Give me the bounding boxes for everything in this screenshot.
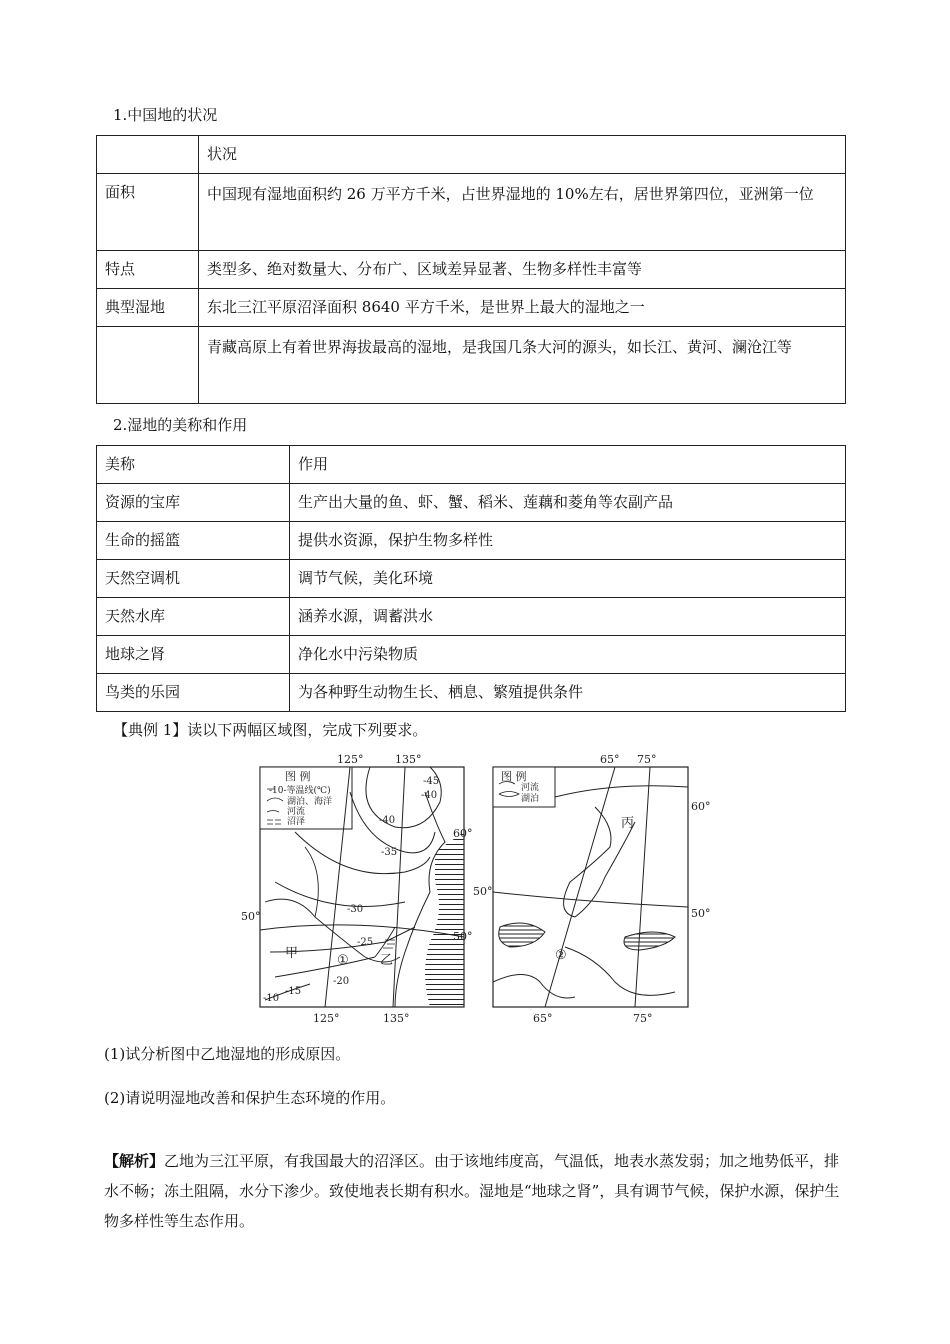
example-intro: 【典例 1】读以下两幅区域图，完成下列要求。 xyxy=(113,721,428,739)
lon-label: 135° xyxy=(395,753,422,766)
row-label: 特点 xyxy=(97,251,199,289)
lon-label: 75° xyxy=(637,753,657,766)
right-legend-item: 河流 xyxy=(521,783,540,793)
right-legend-item: 湖泊 xyxy=(521,794,540,804)
table-row xyxy=(97,251,846,289)
table-row xyxy=(97,674,846,712)
place-label-jia: 甲 xyxy=(285,946,299,961)
table-header-cell xyxy=(97,136,199,174)
analysis-label: 【解析】 xyxy=(104,1152,165,1170)
table-row xyxy=(97,560,846,598)
row-text: 提供水资源，保护生物多样性 xyxy=(290,522,846,560)
isotherm-label: -20 xyxy=(333,976,350,987)
row-label: 地球之肾 xyxy=(97,636,290,674)
row-text: 东北三江平原沼泽面积 8640 平方千米，是世界上最大的湿地之一 xyxy=(199,289,846,327)
table-row xyxy=(97,289,846,327)
analysis xyxy=(104,1146,844,1236)
isotherm-label: -25 xyxy=(357,937,374,948)
row-label: 典型湿地 xyxy=(97,289,199,327)
question-2: (2)请说明湿地改善和保护生态环境的作用。 xyxy=(104,1089,396,1107)
table-row xyxy=(97,522,846,560)
isotherm-label: -15 xyxy=(285,986,302,997)
row-label: 天然空调机 xyxy=(97,560,290,598)
china-wetland-table xyxy=(96,135,846,404)
row-text: 为各种野生动物生长、栖息、繁殖提供条件 xyxy=(290,674,846,712)
row-text: 类型多、绝对数量大、分布广、区域差异显著、生物多样性丰富等 xyxy=(199,251,846,289)
lat-label: 60° xyxy=(453,827,473,840)
row-text: 青藏高原上有着世界海拔最高的湿地，是我国几条大河的源头，如长江、黄河、澜沧江等 xyxy=(199,327,846,404)
lat-label: 60° xyxy=(691,800,711,813)
lat-label: 50° xyxy=(241,910,261,923)
table-header-cell: 状况 xyxy=(199,136,846,174)
lon-label: 75° xyxy=(633,1012,653,1025)
isotherm-label: -40 xyxy=(421,790,438,801)
region-maps-figure xyxy=(241,752,711,1025)
isotherm-label: -30 xyxy=(347,904,364,915)
row-text: 净化水中污染物质 xyxy=(290,636,846,674)
table-row xyxy=(97,636,846,674)
isotherm-label: -10 xyxy=(263,993,280,1004)
row-label: 资源的宝库 xyxy=(97,484,290,522)
row-label: 鸟类的乐园 xyxy=(97,674,290,712)
place-label-2: ② xyxy=(555,948,567,963)
lat-label: 50° xyxy=(453,930,473,943)
left-legend-item: 河流 xyxy=(287,807,306,817)
lat-label: 50° xyxy=(691,907,711,920)
lon-label: 65° xyxy=(533,1012,553,1025)
lon-label: 65° xyxy=(600,753,620,766)
table-row xyxy=(97,446,846,484)
table-row xyxy=(97,484,846,522)
right-legend-title: 图 例 xyxy=(501,770,527,783)
row-text: 中国现有湿地面积约 26 万平方千米，占世界湿地的 10%左右，居世界第四位，亚洲第一位 xyxy=(199,174,846,251)
isotherm-label: -40 xyxy=(379,815,396,826)
left-legend-item: 湖泊、海洋 xyxy=(287,797,333,807)
question-1: (1)试分析图中乙地湿地的形成原因。 xyxy=(104,1045,351,1063)
row-label: 面积 xyxy=(97,174,199,251)
wetland-function-table xyxy=(96,445,846,712)
place-label-1: ① xyxy=(337,953,349,968)
place-label-yi: 乙 xyxy=(380,953,394,968)
row-label: 生命的摇篮 xyxy=(97,522,290,560)
left-legend-title: 图 例 xyxy=(285,770,311,783)
row-text: 生产出大量的鱼、虾、蟹、稻米、莲藕和菱角等农副产品 xyxy=(290,484,846,522)
left-legend-item: 沼泽 xyxy=(287,817,306,827)
lon-label: 125° xyxy=(337,753,364,766)
row-label xyxy=(97,327,199,404)
table-row xyxy=(97,598,846,636)
row-text: 涵养水源，调蓄洪水 xyxy=(290,598,846,636)
left-legend-item: -10-等温线(℃) xyxy=(269,786,331,796)
table-header-cell: 美称 xyxy=(97,446,290,484)
table-row xyxy=(97,327,846,404)
lat-label: 50° xyxy=(473,885,493,898)
row-text: 调节气候，美化环境 xyxy=(290,560,846,598)
place-label-bing: 丙 xyxy=(621,816,635,831)
lon-label: 135° xyxy=(383,1012,410,1025)
row-label: 天然水库 xyxy=(97,598,290,636)
analysis-text: 乙地为三江平原，有我国最大的沼泽区。由于该地纬度高，气温低，地表水蒸发弱；加之地势低平，排水不畅；冻土阻隔，水分下渗少。致使地表长期有积水。湿地是“地球之肾”，具有调节气候，保护水源，保护生物多样性等生态作用。 xyxy=(104,1152,840,1230)
table-row xyxy=(97,174,846,251)
section2-title: 2.湿地的美称和作用 xyxy=(113,416,248,434)
table-row xyxy=(97,136,846,174)
section1-title: 1.中国地的状况 xyxy=(113,106,218,124)
isotherm-label: -35 xyxy=(381,847,398,858)
table-header-cell: 作用 xyxy=(290,446,846,484)
isotherm-label: -45 xyxy=(423,776,440,787)
lon-label: 125° xyxy=(313,1012,340,1025)
